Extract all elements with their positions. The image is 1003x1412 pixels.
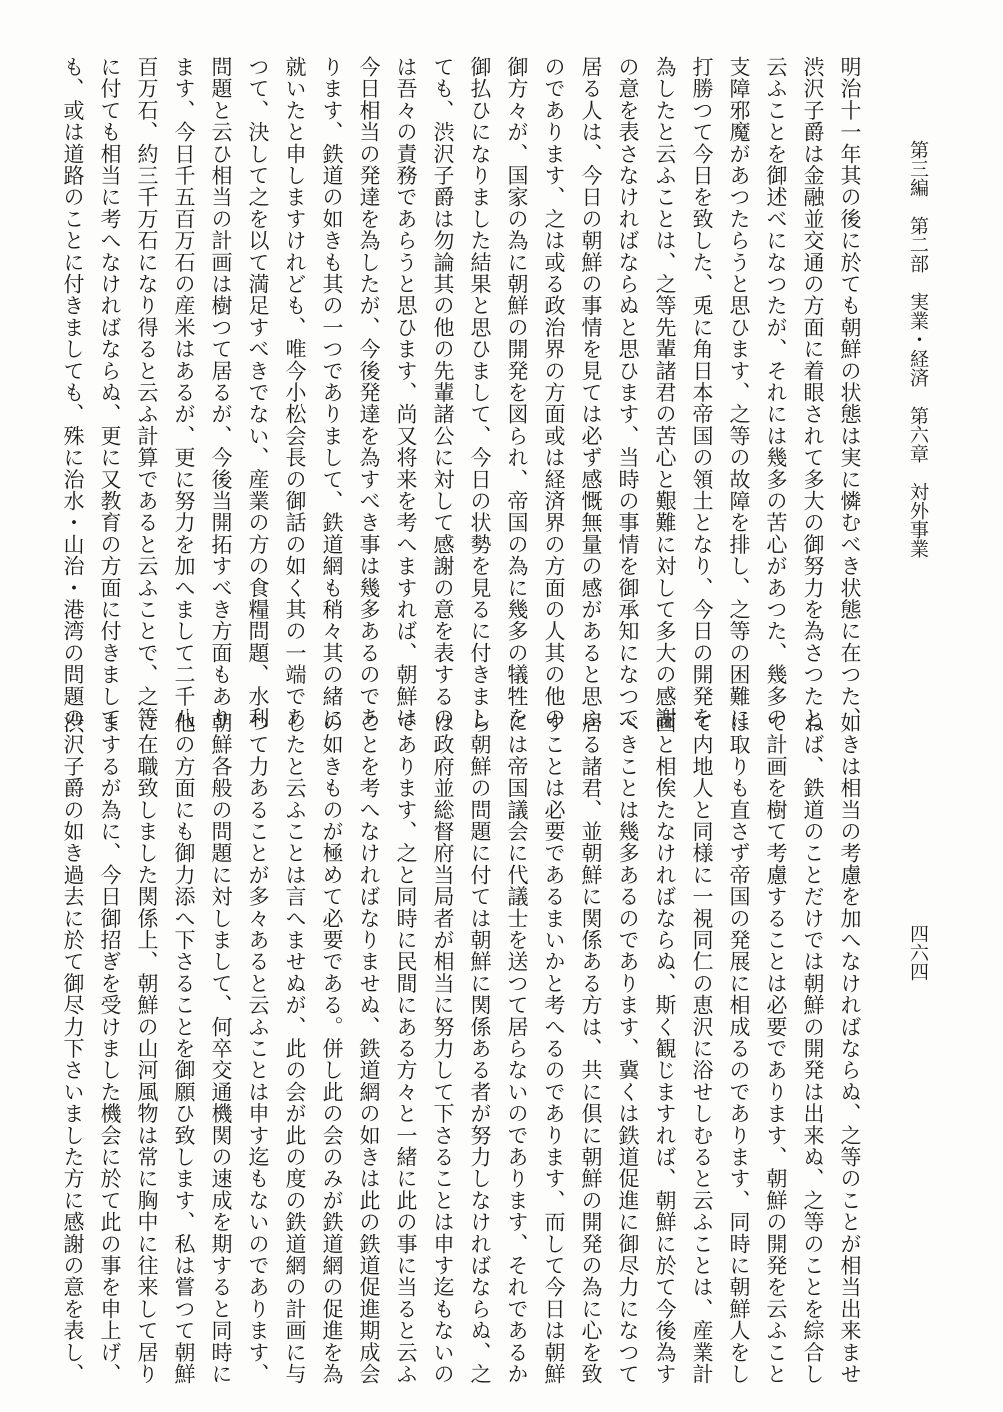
text-line: ても、渋沢子爵は勿論其の他の先輩諸公に対して感謝の意を表するの <box>431 56 455 729</box>
page-number-text: 四六四 <box>907 924 929 981</box>
text-line: 問題と云ひ相当の計画は樹つて居るが、今後当開拓すべき方面もあり <box>209 56 233 729</box>
text-line: は取りも直さず帝国の発展に相成るのであります、同時に朝鮮人をし <box>727 712 751 1385</box>
text-line: ります、鉄道の如きも其の一つでありまして、鉄道網も稍々其の緒に <box>320 56 344 729</box>
text-line: まするが為に、今日御招ぎを受けました機会に於て此の事を申上げ、 <box>98 712 122 1385</box>
text-line: の如きものが極めて必要である。併し此の会のみが鉄道網の促進を為 <box>320 712 344 1385</box>
text-line: べきことは幾多あるのであります、冀くは鉄道促進に御尽力になつて <box>616 712 640 1385</box>
text-line: に在職致しました関係上、朝鮮の山河風物は常に胸中に往来して居り <box>135 712 159 1385</box>
text-line: 為したと云ふことは、之等先輩諸君の苦心と艱難に対して多大の感謝 <box>653 56 677 729</box>
text-line: は吾々の責務であらうと思ひます、尚又将来を考へますれば、朝鮮は <box>394 56 418 729</box>
text-line: 居る諸君、並朝鮮に関係ある方は、共に倶に朝鮮の開発の為に心を致 <box>579 712 603 1385</box>
text-line: 渋沢子爵の如き過去に於て御尽力下さいました方に感謝の意を表し、 <box>61 712 85 1385</box>
text-line: 云ふことを御述べになつたが、それには幾多の苦心があつた、幾多の <box>764 56 788 729</box>
text-line: の意を表さなければならぬと思ひます、当時の事情を御承知になつて <box>616 56 640 729</box>
text-line: には帝国議会に代議士を送つて居らないのであります、それであるか <box>505 712 529 1385</box>
text-line: ら朝鮮の問題に付ては朝鮮に関係ある者が努力しなければならぬ、之 <box>468 712 492 1385</box>
text-line: 打勝つて今日を致した、兎に角日本帝国の領土となり、今日の開発を <box>690 56 714 729</box>
text-line: 画と相俟たなければならぬ、斯く観じますれば、朝鮮に於て今後為す <box>653 712 677 1385</box>
text-line: に付ても相当に考へなければならぬ、更に又教育の方面に付きまして <box>98 56 122 729</box>
text-line: 百万石、約三千万石になり得ると云ふ計算であると云ふことで、之等 <box>135 56 159 729</box>
text-line: 明治十一年其の後に於ても朝鮮の状態は実に憐むべき状態に在つた、 <box>838 56 862 729</box>
text-line: であります、之と同時に民間にある方々と一緒に此の事に当ると云ふ <box>394 712 418 1385</box>
page-number <box>903 924 933 1014</box>
text-line: て計画を樹て考慮することは必要であります、朝鮮の開発を云ふこと <box>764 712 788 1385</box>
text-line: は政府並総督府当局者が相当に努力して下さることは申す迄もないの <box>431 712 455 1385</box>
text-line: 朝鮮各般の問題に対しまして、何卒交通機関の速成を期すると同時に <box>209 712 233 1385</box>
lower-text-column <box>61 712 868 1385</box>
text-line: 他の方面にも御力添へ下さることを御願ひ致します、私は嘗つて朝鮮 <box>172 712 196 1385</box>
text-line: ことを考へなければなりませぬ、鉄道網の如きは此の鉄道促進期成会 <box>357 712 381 1385</box>
text-line: て内地人と同様に一視同仁の恵沢に浴せしむると云ふことは、産業計 <box>690 712 714 1385</box>
text-line: 今日相当の発達を為したが、今後発達を為すべき事は幾多あるのであ <box>357 56 381 729</box>
text-line: 御方々が、国家の為に朝鮮の開発を図られ、帝国の為に幾多の犠牲を <box>505 56 529 729</box>
upper-text-column <box>61 56 868 729</box>
text-line: したと云ふことは言へませぬが、此の会が此の度の鉄道網の計画に与 <box>283 712 307 1385</box>
running-title: 第三編 第二部 実業・経済 第六章 対外事業 <box>907 140 929 558</box>
text-line: 如きは相当の考慮を加へなければならぬ、之等のことが相当出来ませ <box>838 712 862 1385</box>
text-line: 渋沢子爵は金融並交通の方面に着眼されて多大の御努力を為さつたと <box>801 56 825 729</box>
text-line: も、或は道路のことに付きましても、殊に治水・山治・港湾の問題の <box>61 56 85 729</box>
text-line: のであります、之は或る政治界の方面或は経済界の方面の人其の他の <box>542 56 566 729</box>
text-line: つて力あることが多々あると云ふことは申す迄もないのであります、 <box>246 712 270 1385</box>
text-line: 御払ひになりました結果と思ひまして、今日の状勢を見るに付きまし <box>468 56 492 729</box>
text-line: 支障邪魔があつたらうと思ひます、之等の故障を排し、之等の困難に <box>727 56 751 729</box>
text-line: ねば、鉄道のことだけでは朝鮮の開発は出来ぬ、之等のことを綜合し <box>801 712 825 1385</box>
text-line: つて、決して之を以て満足すべきでない、産業の方の食糧問題、水利 <box>246 56 270 729</box>
running-header <box>903 140 933 600</box>
text-line: ます、今日千五百万石の産米はあるが、更に努力を加へまして二千八 <box>172 56 196 729</box>
text-line: 就いたと申しますけれども、唯今小松会長の御話の如く其の一端であ <box>283 56 307 729</box>
text-line: すことは必要であるまいかと考へるのであります、而して今日は朝鮮 <box>542 712 566 1385</box>
text-line: 居る人は、今日の朝鮮の事情を見ては必ず感慨無量の感があると思ふ <box>579 56 603 729</box>
